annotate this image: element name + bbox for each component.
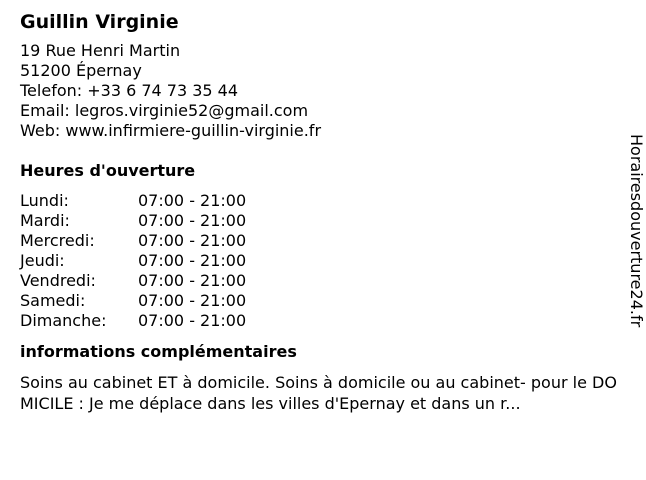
address-city: 51200 Épernay (20, 61, 142, 80)
additional-info-text: Soins au cabinet ET à domicile. Soins à domicile ou au cabinet- pour le DOMICILE : Je me déplace dans les villes d'Epernay et dans un r... (20, 373, 617, 413)
site-watermark-label: Horairesdouverture24.fr (627, 134, 646, 328)
additional-info-heading: informations complémentaires (20, 342, 297, 361)
opening-hours-heading: Heures d'ouverture (20, 161, 196, 180)
day-label: Samedi: (20, 291, 86, 310)
hours-row-mercredi (20, 231, 620, 251)
day-time: 07:00 - 21:00 (138, 211, 247, 230)
hours-row-samedi (20, 291, 620, 311)
phone-line[interactable]: Telefon: +33 6 74 73 35 44 (20, 81, 239, 100)
day-label: Lundi: (20, 191, 69, 210)
hours-row-mardi (20, 211, 620, 231)
day-label: Mercredi: (20, 231, 95, 250)
business-name: Guillin Virginie (20, 11, 179, 33)
address-street: 19 Rue Henri Martin (20, 41, 181, 60)
day-time: 07:00 - 21:00 (138, 231, 247, 250)
hours-row-jeudi (20, 251, 620, 271)
hours-row-vendredi (20, 271, 620, 291)
day-time: 07:00 - 21:00 (138, 251, 247, 270)
day-time: 07:00 - 21:00 (138, 291, 247, 310)
email-line[interactable]: Email: legros.virginie52@gmail.com (20, 101, 309, 120)
day-time: 07:00 - 21:00 (138, 271, 247, 290)
day-time: 07:00 - 21:00 (138, 311, 247, 330)
website-line[interactable]: Web: www.infirmiere-guillin-virginie.fr (20, 121, 322, 140)
business-card (20, 10, 620, 414)
opening-hours-table (20, 191, 620, 331)
day-label: Jeudi: (20, 251, 65, 270)
day-label: Mardi: (20, 211, 70, 230)
day-time: 07:00 - 21:00 (138, 191, 247, 210)
day-label: Vendredi: (20, 271, 96, 290)
hours-row-dimanche (20, 311, 620, 331)
day-label: Dimanche: (20, 311, 107, 330)
hours-row-lundi (20, 191, 620, 211)
